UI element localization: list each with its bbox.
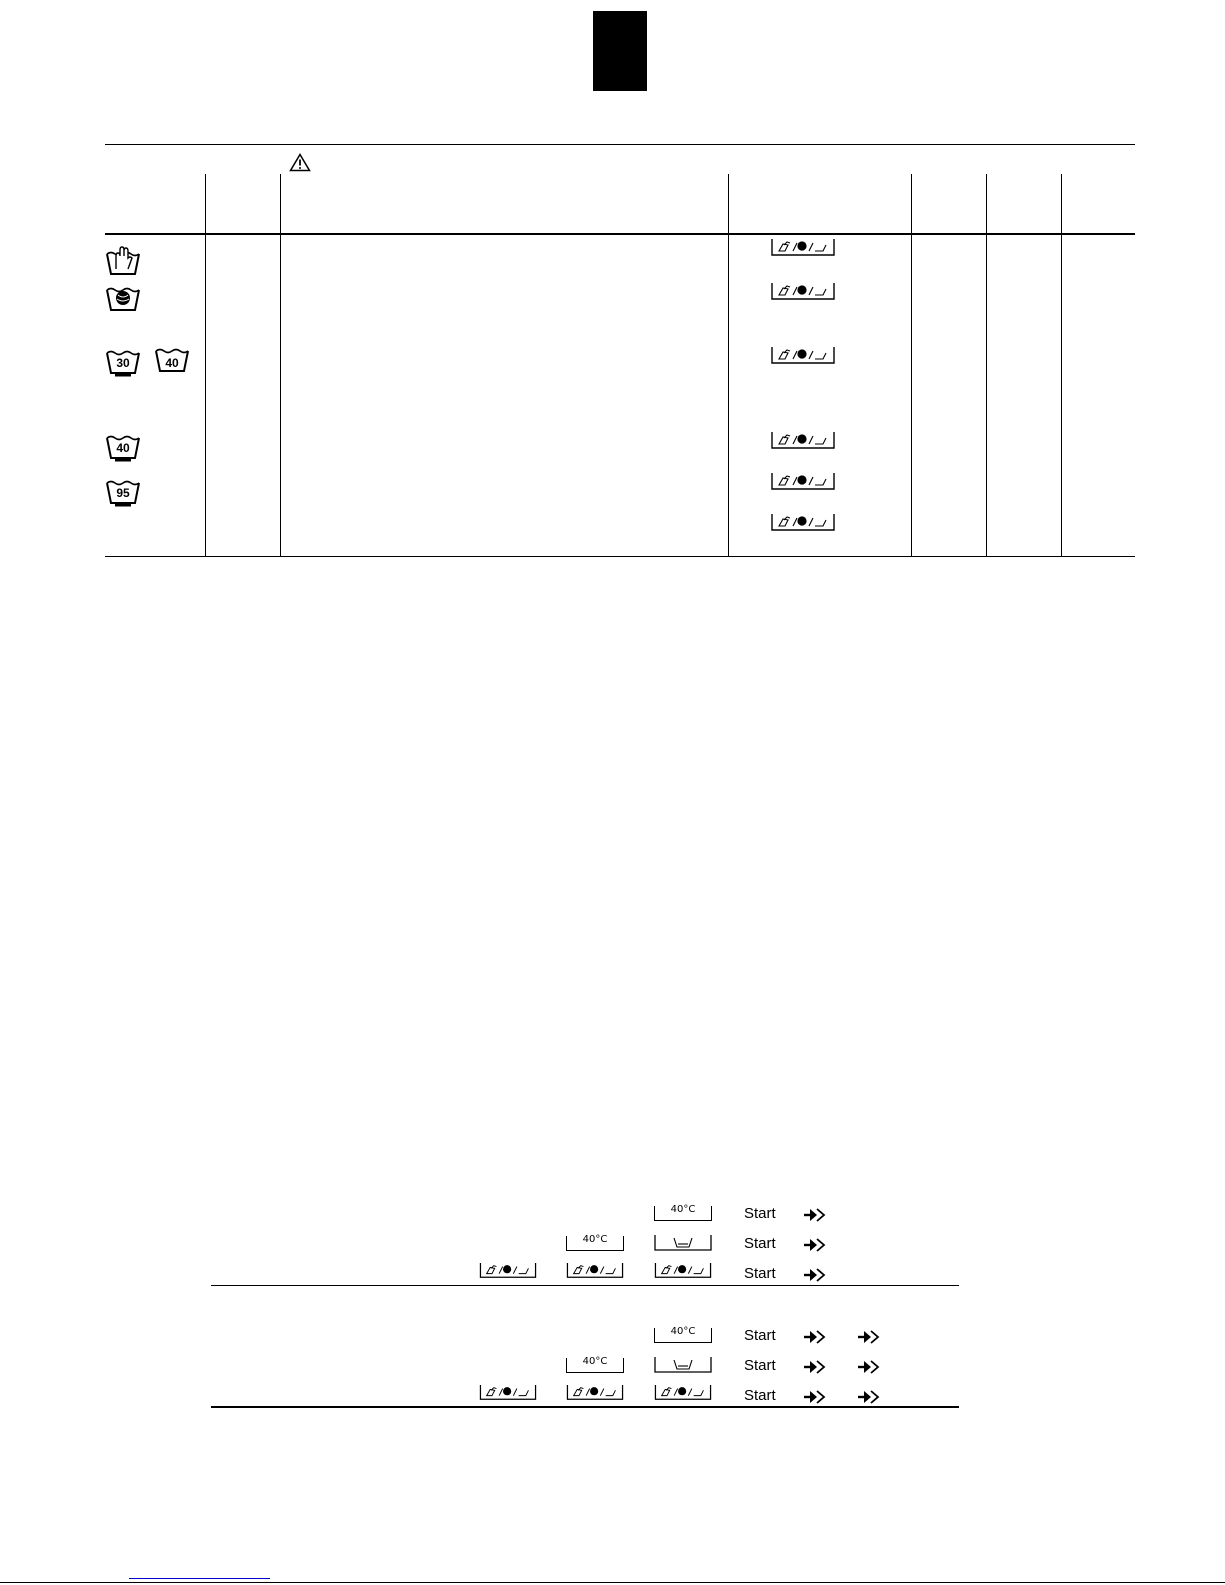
- double-arrow-icon: [804, 1360, 830, 1374]
- double-arrow-icon: [804, 1268, 830, 1282]
- double-arrow-icon: [804, 1390, 830, 1404]
- table-top-rule: [105, 144, 1135, 145]
- double-arrow-icon: [804, 1330, 830, 1344]
- table-header-rule: [105, 233, 1135, 235]
- gentle-wash-symbol-icon: [155, 347, 189, 373]
- hand-wool-wash-button-icon[interactable]: [654, 1263, 712, 1279]
- care-temp-label: 30: [116, 356, 130, 370]
- hand-wool-wash-button-icon[interactable]: [479, 1385, 537, 1401]
- temp-40-key[interactable]: 40°C: [654, 1206, 712, 1221]
- temp-40-key[interactable]: 40°C: [566, 1358, 624, 1373]
- footer-link-underline[interactable]: [129, 1578, 270, 1579]
- double-arrow-icon: [858, 1390, 884, 1404]
- column-separator: [280, 174, 281, 557]
- column-separator: [986, 174, 987, 557]
- hand-wool-wash-button-icon: [771, 239, 835, 257]
- double-arrow-icon: [858, 1360, 884, 1374]
- double-arrow-icon: [804, 1238, 830, 1252]
- gentle-wash-symbol-icon: [106, 347, 140, 377]
- hand-wool-wash-button-icon: [771, 432, 835, 450]
- column-separator: [205, 174, 206, 557]
- care-temp-label: 40: [165, 356, 179, 370]
- panel-divider: [211, 1285, 959, 1286]
- start-label: Start: [744, 1205, 776, 1222]
- hand-wash-symbol-icon: [106, 245, 140, 277]
- column-separator: [1061, 174, 1062, 557]
- double-arrow-icon: [804, 1208, 830, 1222]
- rinse-key-icon[interactable]: [654, 1357, 712, 1373]
- gentle-wash-symbol-icon: [106, 477, 140, 507]
- chapter-tab: [593, 11, 647, 91]
- table-bottom-rule: [105, 556, 1135, 557]
- start-label: Start: [744, 1235, 776, 1252]
- hand-wool-wash-button-icon: [771, 283, 835, 301]
- column-separator: [728, 174, 729, 557]
- hand-wool-wash-button-icon: [771, 473, 835, 491]
- hand-wool-wash-button-icon: [771, 347, 835, 365]
- column-separator: [911, 174, 912, 557]
- hand-wool-wash-button-icon: [771, 514, 835, 532]
- double-arrow-icon: [858, 1330, 884, 1344]
- temp-40-key[interactable]: 40°C: [566, 1236, 624, 1251]
- temp-40-key[interactable]: 40°C: [654, 1328, 712, 1343]
- footer-rule: [0, 1582, 1225, 1583]
- hand-wool-wash-button-icon[interactable]: [566, 1263, 624, 1279]
- care-temp-label: 95: [116, 486, 130, 500]
- hand-wool-wash-button-icon[interactable]: [479, 1263, 537, 1279]
- hand-wool-wash-button-icon[interactable]: [654, 1385, 712, 1401]
- start-label: Start: [744, 1265, 776, 1282]
- rinse-key-icon[interactable]: [654, 1235, 712, 1251]
- wool-wash-symbol-icon: [106, 286, 140, 312]
- hand-wool-wash-button-icon[interactable]: [566, 1385, 624, 1401]
- care-temp-label: 40: [116, 441, 130, 455]
- warning-triangle-icon: [289, 153, 311, 172]
- gentle-wash-symbol-icon: [106, 432, 140, 462]
- start-label: Start: [744, 1357, 776, 1374]
- panel-bottom-rule: [211, 1406, 959, 1408]
- start-label: Start: [744, 1387, 776, 1404]
- start-label: Start: [744, 1327, 776, 1344]
